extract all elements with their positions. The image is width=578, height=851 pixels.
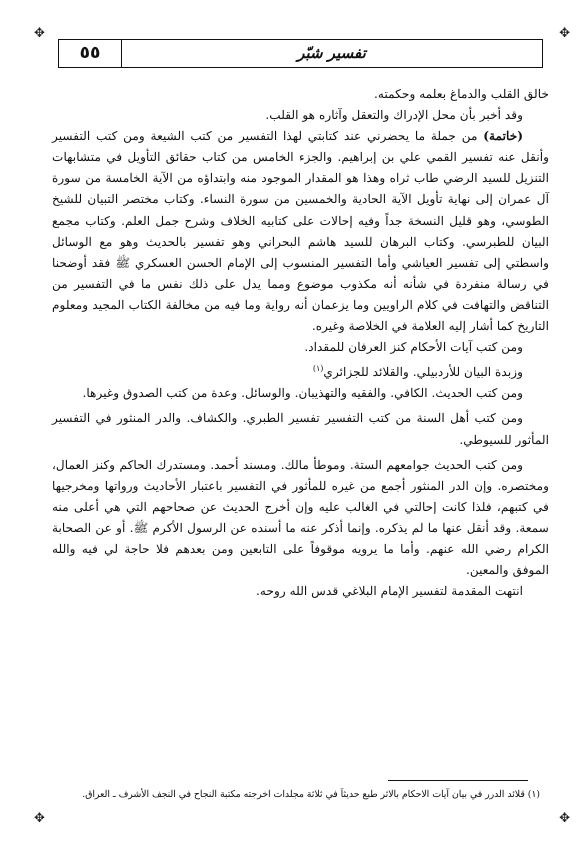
paragraph: ومن كتب الحديث جوامعهم الستة. وموطأ مالك. ومسند أحمد. ومستدرك الحاكم وكنز العمال، ومختصره. وإن الدر المنثور أجمع من غيره للمأثور في التفسير باعتبار الأحاديث ورواتها ومخرجيها في كتبهم، فلذا كانت إحالتي في الغالب عليه وإن أخرج الحديث عن صحاحهم التي هي أعلى منه سمعة. وقد أنقل عنها ما لم يذكره. وإنما أذكر عنه ما أسنده عن الرسول الأكرم ﷺ. أو عن الصحابة الكرام رضي الله عنهم. وأما ما يرويه موقوفاً على التابعين ومن بعدهم فلا حاجة لي فيه والله الموفق والمعين. [52,457,549,578]
paragraph-with-footnote [52,358,549,383]
running-title: تفسير شبّر [297,44,366,62]
paragraph-closing: انتهت المقدمة لتفسير الإمام البلاغي قدس الله روحه. [256,584,523,599]
paragraph: ومن كتب الحديث. الكافي. والفقيه والتهذيبان. والوسائل. وعدة من كتب الصدوق وغيرها. [82,386,523,401]
paragraph: ومن كتب آيات الأحكام كنز العرفان للمقداد. [304,340,523,355]
corner-ornament-icon: ✥ [34,811,45,826]
footnote-marker[interactable]: (١) [312,364,324,374]
footnote: (١) قلائد الدرر في بيان آيات الاحكام بالاثر طبع حديثاً في ثلاثة مجلدات اخرجته مكتبة النجاح في النجف الأشرف ـ العراق. [82,789,540,800]
khatima-label: (خاتمة) [483,129,524,144]
paragraph-khatima [52,126,549,337]
corner-ornament-icon: ✥ [559,26,570,41]
page-header [58,39,543,68]
body-text [52,84,549,602]
page-number: ٥٥ [79,43,101,63]
footnote-separator [388,780,528,781]
corner-ornament-icon: ✥ [559,811,570,826]
paragraph: وقد أخبر بأن محل الإدراك والتعقل وآثاره هو القلب. [265,108,523,123]
paragraph: خالق القلب والدماغ بعلمه وحكمته. [374,87,549,101]
corner-ornament-icon: ✥ [34,26,45,41]
paragraph: ومن كتب أهل السنة من كتب التفسير تفسير الطبري. والكشاف. والدر المنثور في التفسير المأثور للسيوطي. [52,411,549,447]
paragraph-text: من جملة ما يحضرني عند كتابتي لهذا التفسير من كتب الشيعة ومن كتب التفسير وأنقل عنه تفسير القمي علي بن إبراهيم. والجزء الخامس من كتاب حقائق التأويل في متشابهات التنزيل للسيد الرضي طاب ثراه وهذا هو المقدار الموجود منه وابتداؤه من الآية الخامسة من سورة آل عمران إلى نهاية تأويل الآية الحادية والخمسين من سورة النساء. وكتاب مختصر التبيان للشيخ الطوسي، وهو قليل النسخة جداً وفيه إحالات على كتابيه الخلاف وشرح جمل العلم. وكتاب مجمع البيان للطبرسي. وكتاب البرهان للسيد هاشم البحراني وهو تفسير بالحديث وهو مع الوسائل واسطتي إلى تفسير العياشي وأما التفسير المنسوب إلى الإمام الحسن العسكري ﷺ فقد أوضحنا في رسالة منفردة في شأنه أنه مكذوب موضوع ومما يدل على ذلك نفس ما في التفسير من التناقض والتهافت في كلام الراويين وما يزعمان أنه رواية وما فيه من مخالفة الكتاب المجيد ومعلوم التاريخ كما أشار إليه العلامة في الخلاصة وغيره. [52,129,549,334]
paragraph-text: وزبدة البيان للأردبيلي. والقلائد للجزائري [323,365,523,380]
